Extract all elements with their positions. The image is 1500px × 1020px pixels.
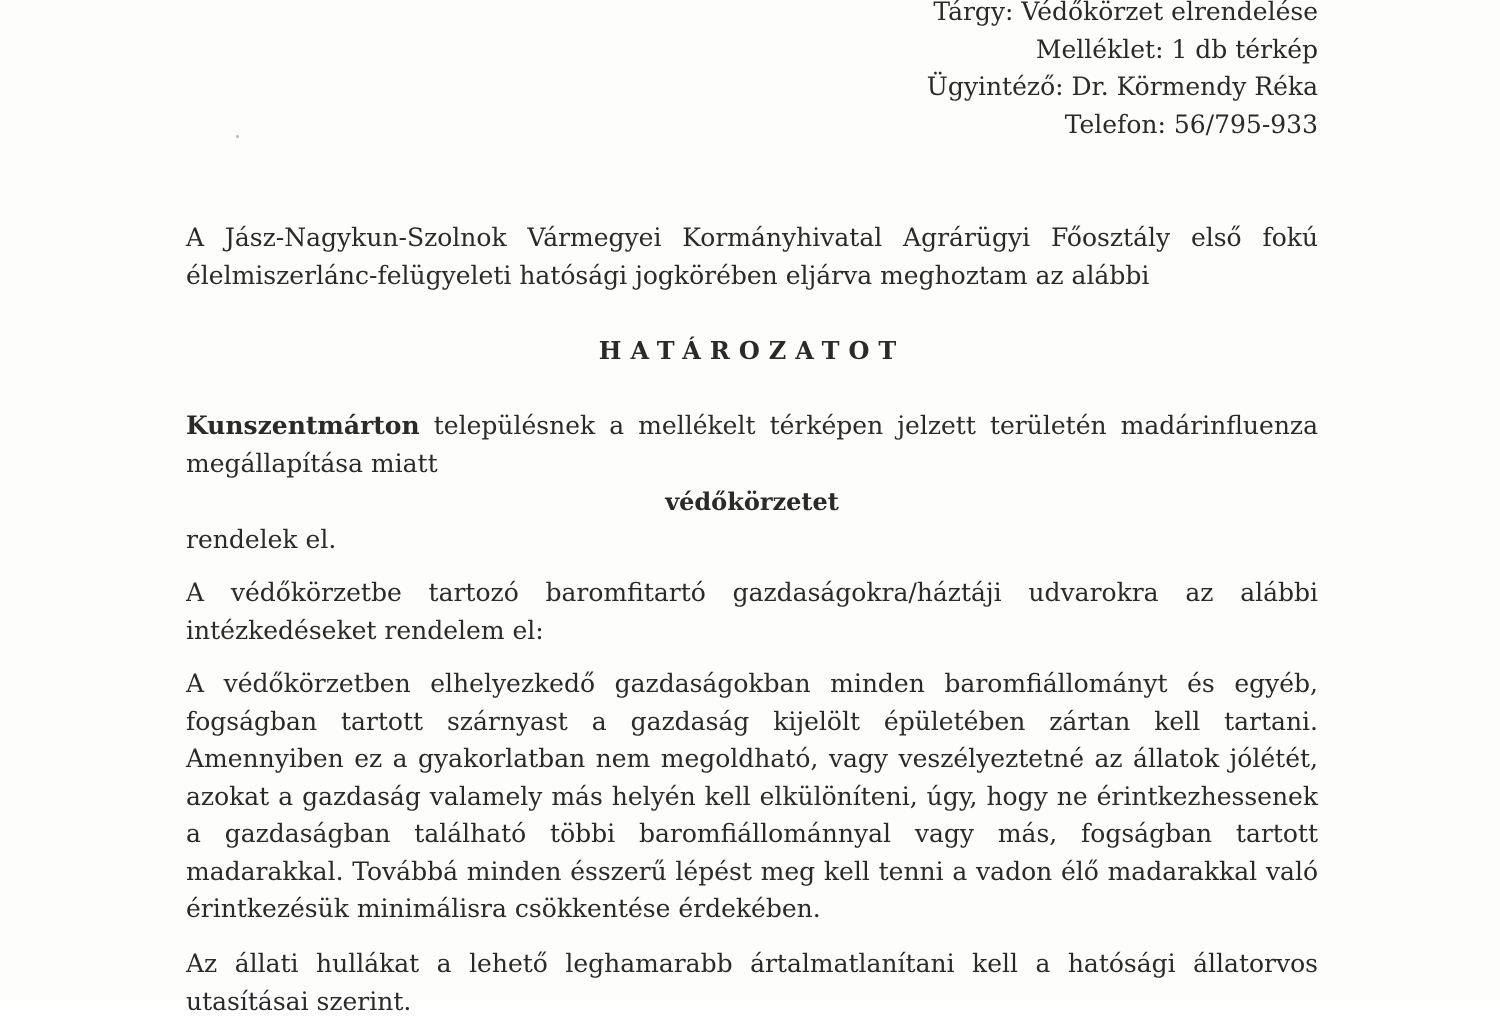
order-line: rendelek el. xyxy=(186,525,337,554)
measures-intro-paragraph: A védőkörzetbe tartozó baromfitartó gazdaságokra/háztáji udvarokra az alábbi intézkedéseket rendelem el: xyxy=(186,578,1318,645)
attachment-line: Melléklet: 1 db térkép xyxy=(1035,34,1318,64)
housing-measure-paragraph: A védőkörzetben elhelyezkedő gazdaságokban minden baromfiállományt és egyéb, fogságban tartott szárnyast a gazdaság kijelölt épületében zártan kell tartani. Amennyiben ez a gyakorlatban nem megoldható, vagy veszélyeztetné az állatok jólétét, azokat a gazdaság valamely más helyén kell elkülöníteni, úgy, hogy ne érintkezhessenek a gazdaságban található többi baromfiállománnyal vagy más, fogságban tartott madarakkal. Továbbá minden ésszerű lépést meg kell tenni a vadon élő madarakkal való érintkezésük minimálisra csökkentése érdekében. xyxy=(186,669,1318,923)
location-paragraph xyxy=(186,407,1318,482)
intro-paragraph: A Jász-Nagykun-Szolnok Vármegyei Kormányhivatal Agrárügyi Főosztály első fokú élelmiszerlánc-felügyeleti hatósági jogkörében eljárva meghoztam az alábbi xyxy=(186,223,1318,290)
subject-line: Tárgy: Védőkörzet elrendelése xyxy=(933,0,1318,26)
header-meta xyxy=(927,0,1318,143)
case-officer-line: Ügyintéző: Dr. Körmendy Réka xyxy=(926,72,1318,101)
phone-line: Telefon: 56/795-933 xyxy=(1064,109,1318,139)
carcass-disposal-paragraph: Az állati hullákat a lehető leghamarabb ártalmatlanítani kell a hatósági állatorvos utasításai szerint. xyxy=(186,949,1318,1016)
decision-title: HATÁROZATOT xyxy=(598,336,906,365)
location-paragraph-text: településnek a mellékelt térképen jelzett területén madárinfluenza megállapítása miatt xyxy=(186,411,1318,478)
settlement-name: Kunszentmárton xyxy=(186,411,420,440)
protection-zone-heading: védőkörzetet xyxy=(665,487,839,516)
scan-speck xyxy=(236,135,239,138)
